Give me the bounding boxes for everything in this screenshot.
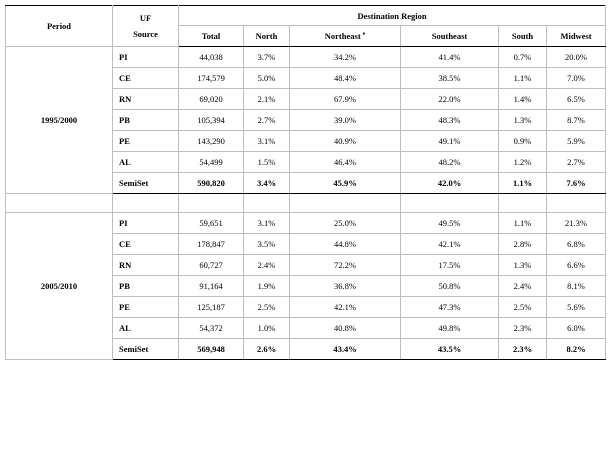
spacer-cell (6, 194, 113, 213)
south-cell: 2.8% (499, 234, 547, 255)
northeast-cell: 45.9% (290, 173, 401, 194)
total-cell: 91,164 (179, 276, 244, 297)
midwest-cell: 8.2% (547, 339, 606, 360)
column-header-southeast: Southeast (401, 26, 499, 47)
north-cell: 2.5% (244, 297, 290, 318)
northeast-cell: 67.9% (290, 89, 401, 110)
south-cell: 1.1% (499, 68, 547, 89)
northeast-cell: 43.4% (290, 339, 401, 360)
total-cell: 59,651 (179, 213, 244, 234)
total-cell: 143,290 (179, 131, 244, 152)
spacer-cell (499, 194, 547, 213)
south-cell: 1.4% (499, 89, 547, 110)
spacer-cell (113, 194, 179, 213)
midwest-cell: 5.6% (547, 297, 606, 318)
uf-cell: SemiSet (113, 339, 179, 360)
midwest-cell: 5.9% (547, 131, 606, 152)
north-cell: 1.9% (244, 276, 290, 297)
spacer-cell (244, 194, 290, 213)
northeast-cell: 25.0% (290, 213, 401, 234)
column-header-south: South (499, 26, 547, 47)
spacer-cell (179, 194, 244, 213)
migration-table (5, 5, 606, 360)
table-row (6, 213, 606, 234)
north-cell: 3.4% (244, 173, 290, 194)
south-cell: 0.7% (499, 47, 547, 68)
north-cell: 2.4% (244, 255, 290, 276)
uf-cell: AL (113, 318, 179, 339)
north-cell: 3.1% (244, 131, 290, 152)
north-cell: 3.7% (244, 47, 290, 68)
midwest-cell: 8.7% (547, 110, 606, 131)
uf-cell: PB (113, 276, 179, 297)
southeast-cell: 49.5% (401, 213, 499, 234)
northeast-cell: 40.9% (290, 131, 401, 152)
uf-source-header (113, 6, 179, 47)
southeast-cell: 48.2% (401, 152, 499, 173)
south-cell: 1.1% (499, 173, 547, 194)
total-cell: 105,394 (179, 110, 244, 131)
total-cell: 569,948 (179, 339, 244, 360)
uf-header-line2: Source (133, 29, 158, 39)
northeast-cell: 42.1% (290, 297, 401, 318)
south-cell: 1.1% (499, 213, 547, 234)
northeast-cell: 46.4% (290, 152, 401, 173)
southeast-cell: 41.4% (401, 47, 499, 68)
uf-cell: PE (113, 131, 179, 152)
north-cell: 3.5% (244, 234, 290, 255)
northeast-cell: 40.8% (290, 318, 401, 339)
south-cell: 1.3% (499, 255, 547, 276)
southeast-cell: 50.8% (401, 276, 499, 297)
midwest-cell: 21.3% (547, 213, 606, 234)
uf-cell: SemiSet (113, 173, 179, 194)
north-cell: 1.0% (244, 318, 290, 339)
table-row (6, 47, 606, 68)
migration-table-container (5, 5, 605, 360)
northeast-label: Northeast (324, 31, 361, 41)
midwest-cell: 8.1% (547, 276, 606, 297)
southeast-cell: 49.1% (401, 131, 499, 152)
period-header: Period (6, 6, 113, 47)
uf-header-line1: UF (139, 13, 152, 23)
midwest-cell: 6.6% (547, 255, 606, 276)
northeast-cell: 44.8% (290, 234, 401, 255)
column-header-midwest: Midwest (547, 26, 606, 47)
midwest-cell: 2.7% (547, 152, 606, 173)
uf-cell: CE (113, 68, 179, 89)
north-cell: 5.0% (244, 68, 290, 89)
northeast-cell: 36.8% (290, 276, 401, 297)
south-cell: 2.5% (499, 297, 547, 318)
midwest-cell: 7.6% (547, 173, 606, 194)
south-cell: 0.9% (499, 131, 547, 152)
southeast-cell: 17.5% (401, 255, 499, 276)
south-cell: 2.3% (499, 339, 547, 360)
southeast-cell: 47.3% (401, 297, 499, 318)
spacer-cell (290, 194, 401, 213)
destination-region-header: Destination Region (179, 6, 606, 26)
column-header-total: Total (179, 26, 244, 47)
north-cell: 2.6% (244, 339, 290, 360)
total-cell: 54,499 (179, 152, 244, 173)
north-cell: 2.1% (244, 89, 290, 110)
total-cell: 44,038 (179, 47, 244, 68)
period-label: 2005/2010 (6, 213, 113, 360)
uf-cell: PE (113, 297, 179, 318)
southeast-cell: 38.5% (401, 68, 499, 89)
midwest-cell: 6.8% (547, 234, 606, 255)
spacer-row (6, 194, 606, 213)
uf-cell: RN (113, 255, 179, 276)
total-cell: 54,372 (179, 318, 244, 339)
uf-cell: AL (113, 152, 179, 173)
midwest-cell: 6.0% (547, 318, 606, 339)
total-cell: 590,820 (179, 173, 244, 194)
south-cell: 1.2% (499, 152, 547, 173)
uf-cell: PI (113, 47, 179, 68)
total-cell: 174,579 (179, 68, 244, 89)
north-cell: 2.7% (244, 110, 290, 131)
northeast-cell: 48.4% (290, 68, 401, 89)
northeast-cell: 72.2% (290, 255, 401, 276)
spacer-cell (401, 194, 499, 213)
northeast-marker: ♦ (362, 32, 366, 38)
uf-cell: PI (113, 213, 179, 234)
column-header-north: North (244, 26, 290, 47)
north-cell: 1.5% (244, 152, 290, 173)
midwest-cell: 7.0% (547, 68, 606, 89)
uf-cell: CE (113, 234, 179, 255)
north-cell: 3.1% (244, 213, 290, 234)
northeast-cell: 39.0% (290, 110, 401, 131)
southeast-cell: 22.0% (401, 89, 499, 110)
total-cell: 125,187 (179, 297, 244, 318)
south-cell: 1.3% (499, 110, 547, 131)
uf-cell: RN (113, 89, 179, 110)
southeast-cell: 49.8% (401, 318, 499, 339)
midwest-cell: 6.5% (547, 89, 606, 110)
southeast-cell: 42.1% (401, 234, 499, 255)
uf-cell: PB (113, 110, 179, 131)
spacer-cell (547, 194, 606, 213)
south-cell: 2.4% (499, 276, 547, 297)
column-header-northeast (290, 26, 401, 47)
southeast-cell: 43.5% (401, 339, 499, 360)
southeast-cell: 42.0% (401, 173, 499, 194)
southeast-cell: 48.3% (401, 110, 499, 131)
period-label: 1995/2000 (6, 47, 113, 194)
total-cell: 69,020 (179, 89, 244, 110)
northeast-cell: 34.2% (290, 47, 401, 68)
total-cell: 60,727 (179, 255, 244, 276)
total-cell: 178,847 (179, 234, 244, 255)
south-cell: 2.3% (499, 318, 547, 339)
midwest-cell: 20.0% (547, 47, 606, 68)
